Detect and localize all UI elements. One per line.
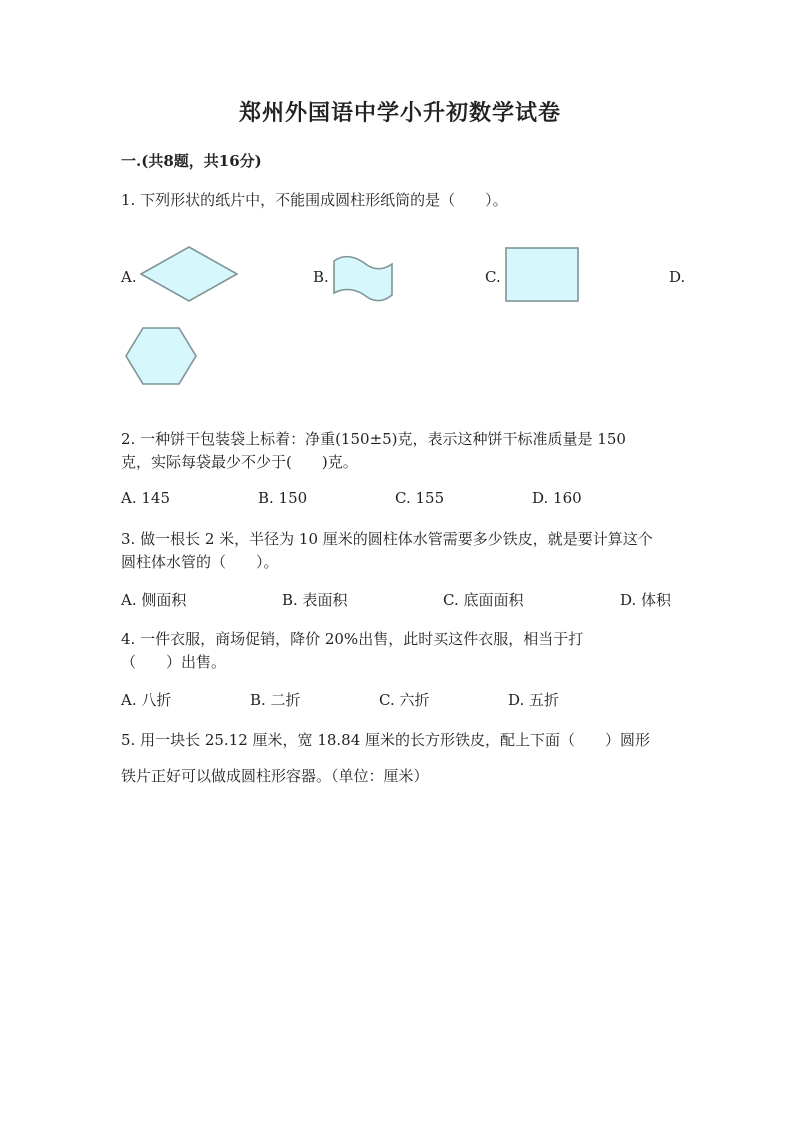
page-title: 郑州外国语中学小升初数学试卷 (238, 100, 561, 126)
question-2-option-b: B. 150 (258, 489, 308, 507)
question-1-option-d: D. (669, 268, 686, 286)
question-1-text: 1. 下列形状的纸片中，不能围成圆柱形纸筒的是（ ）。 (121, 191, 508, 209)
question-5-text-line-2: 铁片正好可以做成圆柱形容器。（单位：厘米） (121, 767, 429, 785)
question-1-option-b: B. (313, 268, 329, 286)
wavy-ribbon-shape (331, 255, 395, 303)
question-4-option-a: A. 八折 (121, 691, 172, 709)
question-2-text-line-1: 2. 一种饼干包装袋上标着：净重(150±5)克，表示这种饼干标准质量是 150 (121, 430, 626, 448)
question-2-option-c: C. 155 (395, 489, 445, 507)
rhombus-shape (140, 246, 238, 302)
question-4-option-d: D. 五折 (508, 691, 560, 709)
question-2-option-a: A. 145 (121, 489, 170, 507)
question-2-text-line-2: 克，实际每袋最少不少于( )克。 (121, 453, 358, 471)
question-3-text-line-2: 圆柱体水管的（ ）。 (121, 553, 279, 571)
question-3-text-line-1: 3. 做一根长 2 米，半径为 10 厘米的圆柱体水管需要多少铁皮，就是要计算这个 (121, 530, 653, 548)
question-4-option-b: B. 二折 (250, 691, 301, 709)
section-heading: 一.(共8题，共16分) (121, 152, 262, 170)
question-3-option-d: D. 体积 (620, 591, 672, 609)
question-4-text-line-1: 4. 一件衣服，商场促销，降价 20%出售，此时买这件衣服，相当于打 (121, 630, 584, 648)
question-1-option-a: A. (121, 268, 137, 286)
hexagon-shape (124, 327, 198, 385)
question-1-option-c: C. (485, 268, 501, 286)
question-4-text-line-2: （ ）出售。 (121, 653, 227, 671)
question-3-option-c: C. 底面面积 (443, 591, 524, 609)
question-3-option-b: B. 表面积 (282, 591, 348, 609)
question-5-text-line-1: 5. 用一块长 25.12 厘米，宽 18.84 厘米的长方形铁皮，配上下面（ ）圆形 (121, 731, 651, 749)
question-2-option-d: D. 160 (532, 489, 582, 507)
rectangle-shape (505, 247, 579, 303)
question-3-option-a: A. 侧面积 (121, 591, 187, 609)
question-4-option-c: C. 六折 (379, 691, 430, 709)
